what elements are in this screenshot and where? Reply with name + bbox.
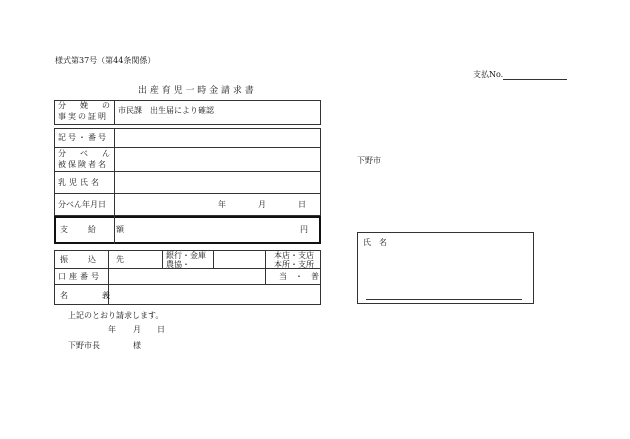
account-number-field[interactable] (110, 270, 263, 282)
name-label: 氏 名 (363, 238, 387, 247)
birth-year-unit: 年 (218, 200, 226, 209)
proof-label-line1: 分 娩 の (58, 101, 113, 110)
payment-amount-label: 支 給 額 (60, 225, 130, 234)
branch-name-field[interactable] (215, 252, 263, 266)
insured-name-field[interactable] (116, 149, 319, 169)
bank-types-line1: 銀行・金庫 (166, 251, 206, 260)
payment-no-label: 支払No. (473, 70, 504, 79)
form-code: 様式第37号（第44条関係） (55, 56, 156, 65)
request-day-unit: 日 (157, 325, 165, 334)
city-label: 下野市 (357, 156, 381, 165)
birth-day-unit: 日 (298, 200, 306, 209)
symbol-number-label: 記号・番号 (58, 133, 108, 142)
form-title: 出 産 育 児 一 時 金 請 求 書 (138, 86, 254, 96)
transfer-label: 振 込 先 (60, 255, 130, 264)
request-text: 上記のとおり請求します。 (68, 311, 164, 320)
infant-name-field[interactable] (116, 173, 319, 191)
symbol-number-field[interactable] (116, 130, 319, 145)
proof-label-line2: 事実の証明 (58, 112, 108, 121)
proof-value: 市民課 出生届により確認 (118, 106, 214, 115)
birth-month-unit: 月 (258, 200, 266, 209)
request-year-unit: 年 (108, 325, 116, 334)
addressee: 下野市長 (68, 341, 100, 350)
payment-amount-field[interactable] (116, 219, 302, 241)
infant-name-label: 乳児氏名 (58, 178, 102, 187)
birth-date-label: 分べん年月日 (58, 200, 106, 209)
insured-label-line1: 分 べ ん (58, 149, 113, 158)
account-number-label: 口座番号 (58, 272, 102, 281)
branch-types-line1: 本店・支店 (274, 251, 314, 260)
insured-label-line2: 被保険者名 (58, 160, 108, 169)
branch-types-line2: 本所・支所 (274, 260, 314, 269)
bank-types-line2: 農協・ (166, 260, 190, 269)
payment-no-field[interactable] (503, 70, 567, 80)
account-holder-label: 名 義 (60, 291, 116, 300)
account-holder-field[interactable] (110, 286, 319, 303)
name-signature-line[interactable] (366, 282, 522, 300)
account-type-options[interactable]: 当 ・ 普 (279, 272, 319, 281)
honorific: 様 (133, 341, 141, 350)
currency-unit: 円 (300, 225, 308, 234)
request-month-unit: 月 (133, 325, 141, 334)
bank-name-field[interactable] (110, 252, 160, 266)
